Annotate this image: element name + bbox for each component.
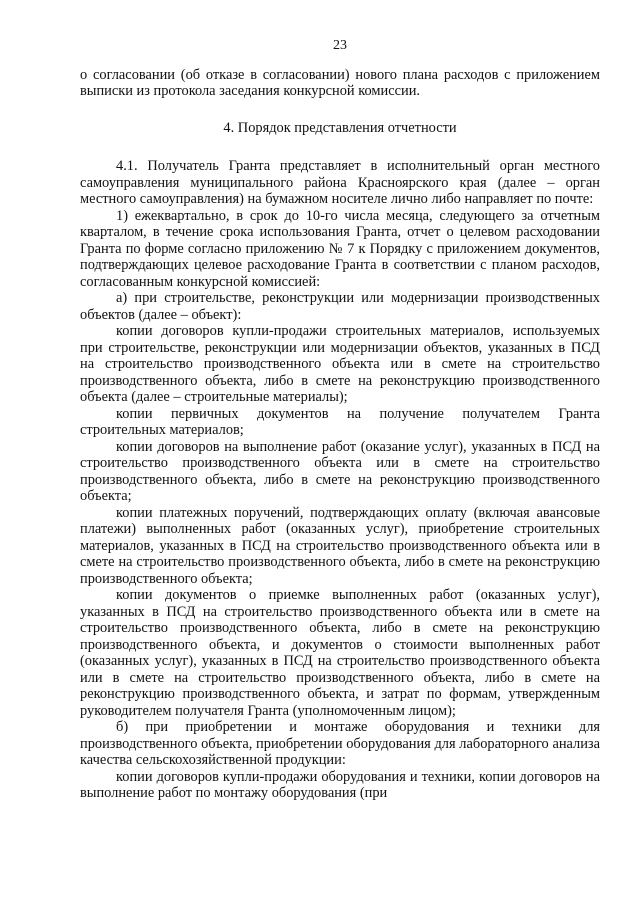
paragraph-payment-orders: копии платежных поручений, подтверждающих оплату (включая авансовые платежи) выполненных работ (оказанных услуг), приобретение строительных материалов, указанных в ПСД на строительство производственного объекта или в смете на строительство производственного объекта, либо в смете на реконструкцию производственного объекта; xyxy=(80,504,600,587)
paragraph-equipment-contracts: копии договоров купли-продажи оборудования и техники, копии договоров на выполнение работ по монтажу оборудования (при xyxy=(80,768,600,801)
paragraph-work-contracts: копии договоров на выполнение работ (оказание услуг), указанных в ПСД на строительство производственного объекта или в смете на строительство производственного объекта, либо в смете на реконструкцию производственного объекта; xyxy=(80,438,600,504)
intro-paragraph: о согласовании (об отказе в согласовании) нового плана расходов с приложением выписки из протокола заседания конкурсной комиссии. xyxy=(80,66,600,99)
page-number: 23 xyxy=(333,38,347,53)
paragraph-material-contracts: копии договоров купли-продажи строительных материалов, используемых при строительстве, реконструкции или модернизации объектов, указанных в ПСД на строительство производственного объекта или в смете на строительство производственного объекта, либо в смете на реконструкцию производственного объекта (далее – строительные материалы); xyxy=(80,323,600,405)
document-page xyxy=(80,38,600,802)
paragraph-acceptance-documents: копии документов о приемке выполненных работ (оказанных услуг), указанных в ПСД на строительство производственного объекта или в смете на строительство производственного объекта, либо в смете на реконструкцию производственного объекта, и документов о стоимости выполненных работ (оказанных услуг), указанных в ПСД на строительство производственного объекта или в смете на строительство производственного объекта, либо в смете на реконструкцию производственного объекта, и затрат по формам, утвержденным руководителем получателя Гранта (уполномоченным лицом); xyxy=(80,587,600,719)
paragraph-b-equipment: б) при приобретении и монтаже оборудования и техники для производственного объекта, приобретении оборудования для лабораторного анализа качества сельскохозяйственной продукции: xyxy=(80,719,600,768)
paragraph-primary-documents: копии первичных документов на получение получателем Гранта строительных материалов; xyxy=(80,405,600,438)
paragraph-4-1: 4.1. Получатель Гранта представляет в исполнительный орган местного самоуправления муниципального района Красноярского края (далее – орган местного самоуправления) на бумажном носителе лично либо направляет по почте: xyxy=(80,158,600,207)
paragraph-a-construction: а) при строительстве, реконструкции или модернизации производственных объектов (далее – объект): xyxy=(80,290,600,323)
section-heading: 4. Порядок представления отчетности xyxy=(223,119,457,136)
paragraph-quarterly-report: 1) ежеквартально, в срок до 10-го числа месяца, следующего за отчетным кварталом, в течение срока использования Гранта, отчет о целевом расходовании Гранта по форме согласно приложению № 7 к Порядку с приложением документов, подтверждающих целевое расходование Гранта в соответствии с планом расходов, согласованным конкурсной комиссией: xyxy=(80,207,600,290)
